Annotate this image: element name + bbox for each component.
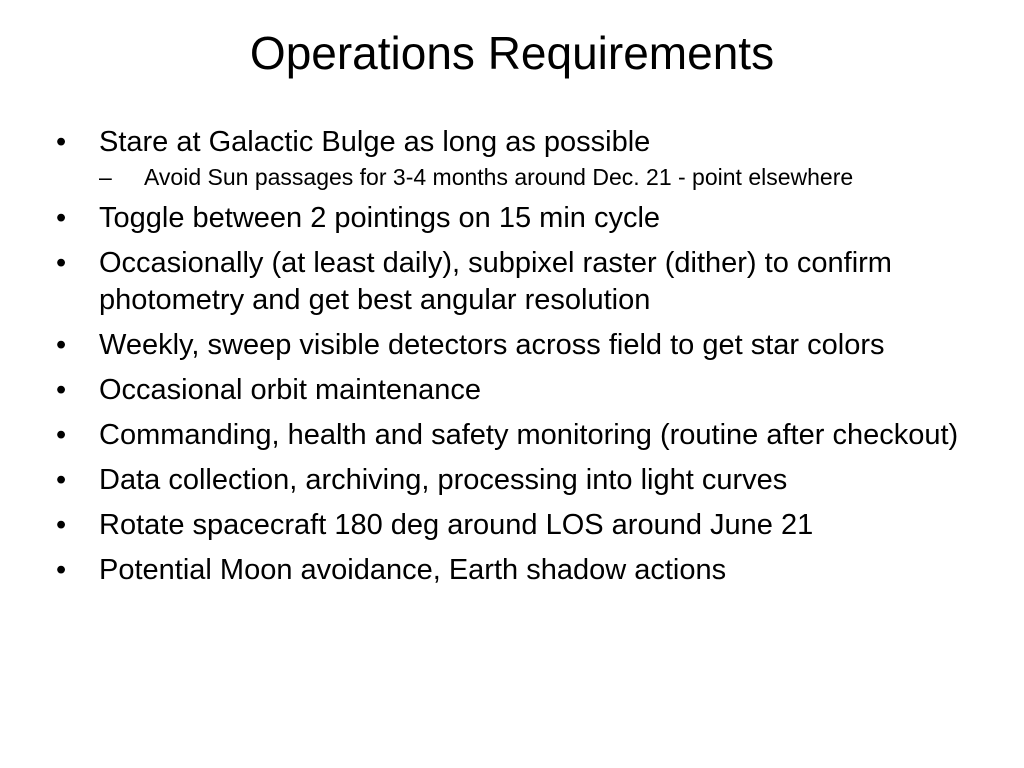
- slide-title: Operations Requirements: [249, 27, 775, 79]
- bullet-item: [56, 124, 966, 192]
- bullet-marker: •: [56, 329, 67, 361]
- bullet-item: [56, 245, 966, 319]
- sub-bullet-list: [99, 163, 966, 192]
- sub-bullet-marker: –: [99, 164, 112, 190]
- bullet-text: Occasionally (at least daily), subpixel raster (dither) to confirm photometry and get best angular resolution: [99, 247, 892, 316]
- bullet-marker: •: [56, 509, 67, 541]
- bullet-list: [56, 124, 966, 597]
- bullet-text: Data collection, archiving, processing into light curves: [99, 464, 788, 496]
- bullet-marker: •: [56, 202, 67, 234]
- bullet-marker: •: [56, 247, 67, 279]
- sub-bullet-text: Avoid Sun passages for 3-4 months around Dec. 21 - point elsewhere: [144, 164, 854, 190]
- sub-bullet-item: [99, 163, 966, 192]
- bullet-marker: •: [56, 419, 67, 451]
- bullet-text: Stare at Galactic Bulge as long as possible: [99, 126, 651, 158]
- bullet-text: Rotate spacecraft 180 deg around LOS around June 21: [99, 509, 814, 541]
- bullet-item: [56, 417, 966, 454]
- bullet-item: [56, 372, 966, 409]
- bullet-item: [56, 507, 966, 544]
- bullet-item: [56, 462, 966, 499]
- bullet-marker: •: [56, 374, 67, 406]
- bullet-marker: •: [56, 126, 67, 158]
- bullet-item: [56, 200, 966, 237]
- bullet-marker: •: [56, 554, 67, 586]
- bullet-text: Weekly, sweep visible detectors across field to get star colors: [99, 329, 885, 361]
- bullet-item: [56, 327, 966, 364]
- bullet-marker: •: [56, 464, 67, 496]
- bullet-text: Toggle between 2 pointings on 15 min cycle: [99, 202, 661, 234]
- bullet-text: Potential Moon avoidance, Earth shadow actions: [99, 554, 727, 586]
- bullet-text: Occasional orbit maintenance: [99, 374, 482, 406]
- bullet-item: [56, 552, 966, 589]
- bullet-text: Commanding, health and safety monitoring (routine after checkout): [99, 419, 959, 451]
